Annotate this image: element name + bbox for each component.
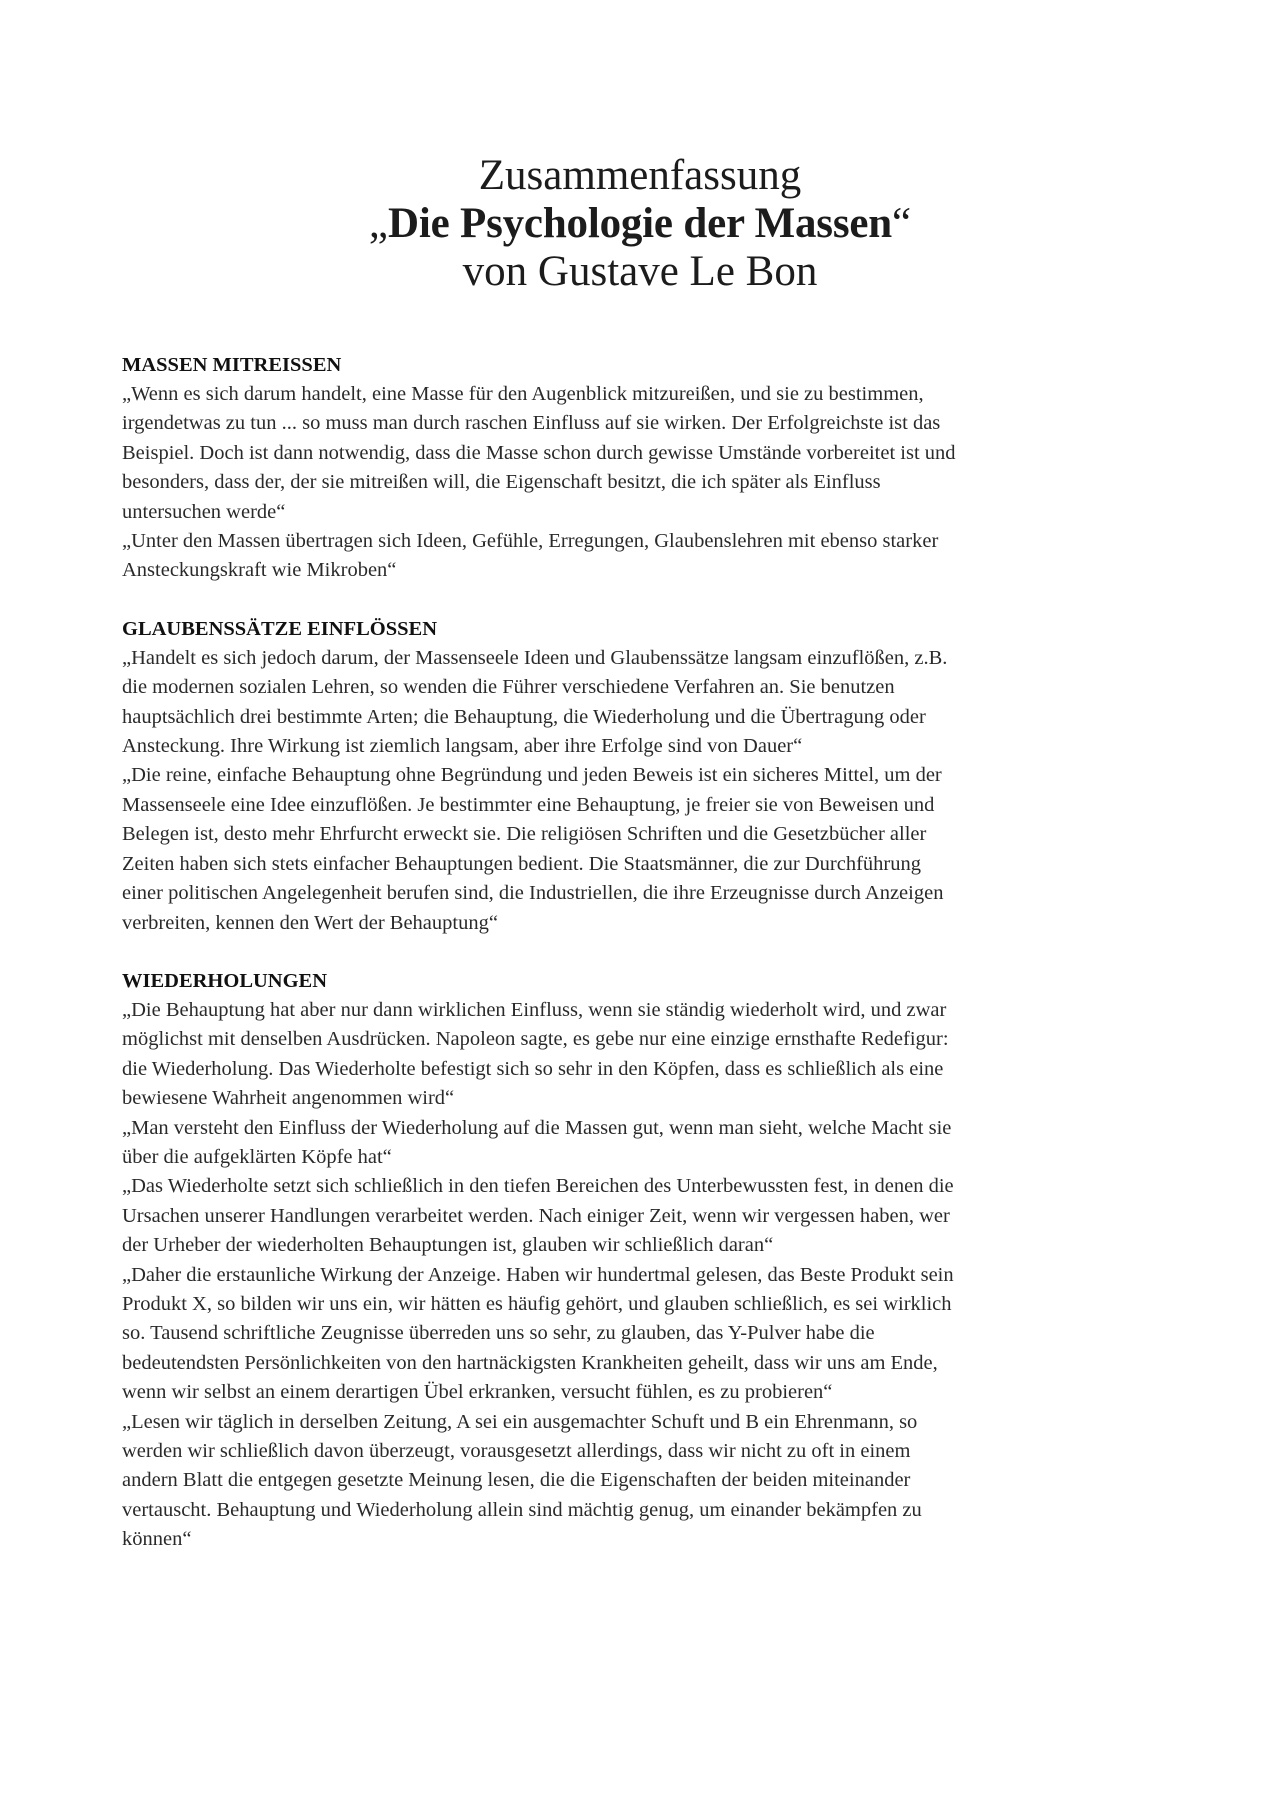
quote-paragraph: „Wenn es sich darum handelt, eine Masse für den Augenblick mitzureißen, und sie zu bestimmen, irgendetwas zu tun ... so muss man durch raschen Einfluss auf sie wirken. Der Erfolgreichste ist das Beispiel. Doch ist dann notwendig, dass die Masse schon durch gewisse Umstände vorbereitet ist und besonders, dass der, der sie mitreißen will, die Eigenschaft besitzt, die ich später als Einfluss untersuchen werde“ <box>122 383 956 523</box>
quote-paragraph: „Das Wiederholte setzt sich schließlich in den tiefen Bereichen des Unterbewussten fest, in denen die Ursachen unserer Handlungen verarbeitet werden. Nach einiger Zeit, wenn wir vergessen haben, wer der Urheber der wiederholten Behauptungen ist, glauben wir schließlich daran“ <box>122 1175 954 1257</box>
quote-paragraph: „Daher die erstaunliche Wirkung der Anzeige. Haben wir hundertmal gelesen, das Beste Produkt sein Produkt X, so bilden wir uns ein, wir hätten es häufig gehört, und glauben schließlich, es sei wirklich so. Tausend schriftliche Zeugnisse überreden uns so sehr, zu glauben, das Y-Pulver habe die bedeutendsten Persönlichkeiten von den hartnäckigsten Krankheiten geheilt, dass wir uns am Ende, wenn wir selbst an einem derartigen Übel erkranken, versucht fühlen, es zu probieren“ <box>122 1263 954 1404</box>
title-line-3: von Gustave Le Bon <box>462 248 818 295</box>
section-wiederholungen <box>122 966 958 1555</box>
section-heading: MASSEN MITREISSEN <box>122 354 342 376</box>
title-open-quote: „ <box>368 200 388 247</box>
quote-paragraph: „Unter den Massen übertragen sich Ideen, Gefühle, Erregungen, Glaubenslehren mit ebenso starker Ansteckungskraft wie Mikroben“ <box>122 530 939 582</box>
section-glaubenssaetze-einfloessen <box>122 614 958 938</box>
quote-paragraph: „Die Behauptung hat aber nur dann wirklichen Einfluss, wenn sie ständig wiederholt wird, und zwar möglichst mit denselben Ausdrücken. Napoleon sagte, es gebe nur eine einzige ernsthafte Redefigur: die Wiederholung. Das Wiederholte befestigt sich so sehr in den Köpfen, dass es schließlich als eine bewiesene Wahrheit angenommen wird“ <box>122 998 949 1110</box>
section-heading: GLAUBENSSÄTZE EINFLÖSSEN <box>122 617 438 640</box>
title-line-1: Zusammenfassung <box>478 152 802 199</box>
title-line-2 <box>0 200 1280 248</box>
section-heading: WIEDERHOLUNGEN <box>122 969 328 992</box>
section-massen-mitreissen <box>122 350 958 586</box>
document-title <box>0 152 1280 296</box>
quote-paragraph: „Die reine, einfache Behauptung ohne Begründung und jeden Beweis ist ein sicheres Mittel, um der Massenseele eine Idee einzuflößen. Je bestimmter eine Behauptung, je freier sie von Beweisen und Belegen ist, desto mehr Ehrfurcht erweckt sie. Die religiösen Schriften und die Gesetzbücher aller Zeiten haben sich stets einfacher Behauptungen bedient. Die Staatsmänner, die zur Durchführung einer politischen Angelegenheit berufen sind, die Industriellen, die ihre Erzeugnisse durch Anzeigen verbreiten, kennen den Wert der Behauptung“ <box>122 764 944 934</box>
quote-paragraph: „Man versteht den Einfluss der Wiederholung auf die Massen gut, wenn man sieht, welche Macht sie über die aufgeklärten Köpfe hat“ <box>122 1116 952 1168</box>
document-body <box>122 350 958 1583</box>
quote-paragraph: „Handelt es sich jedoch darum, der Massenseele Ideen und Glaubenssätze langsam einzuflößen, z.B. die modernen sozialen Lehren, so wenden die Führer verschiedene Verfahren an. Sie benutzen hauptsächlich drei bestimmte Arten; die Behauptung, die Wiederholung und die Übertragung oder Ansteckung. Ihre Wirkung ist ziemlich langsam, aber ihre Erfolge sind von Dauer“ <box>122 646 948 758</box>
quote-paragraph: „Lesen wir täglich in derselben Zeitung, A sei ein ausgemachter Schuft und B ein Ehrenmann, so werden wir schließlich davon überzeugt, vorausgesetzt allerdings, dass wir nicht zu oft in einem andern Blatt die entgegen gesetzte Meinung lesen, die die Eigenschaften der beiden miteinander vertauscht. Behauptung und Wiederholung allein sind mächtig genug, um einander bekämpfen zu können“ <box>122 1410 922 1551</box>
book-title: Die Psychologie der Massen <box>388 200 892 247</box>
title-close-quote: “ <box>891 200 912 247</box>
